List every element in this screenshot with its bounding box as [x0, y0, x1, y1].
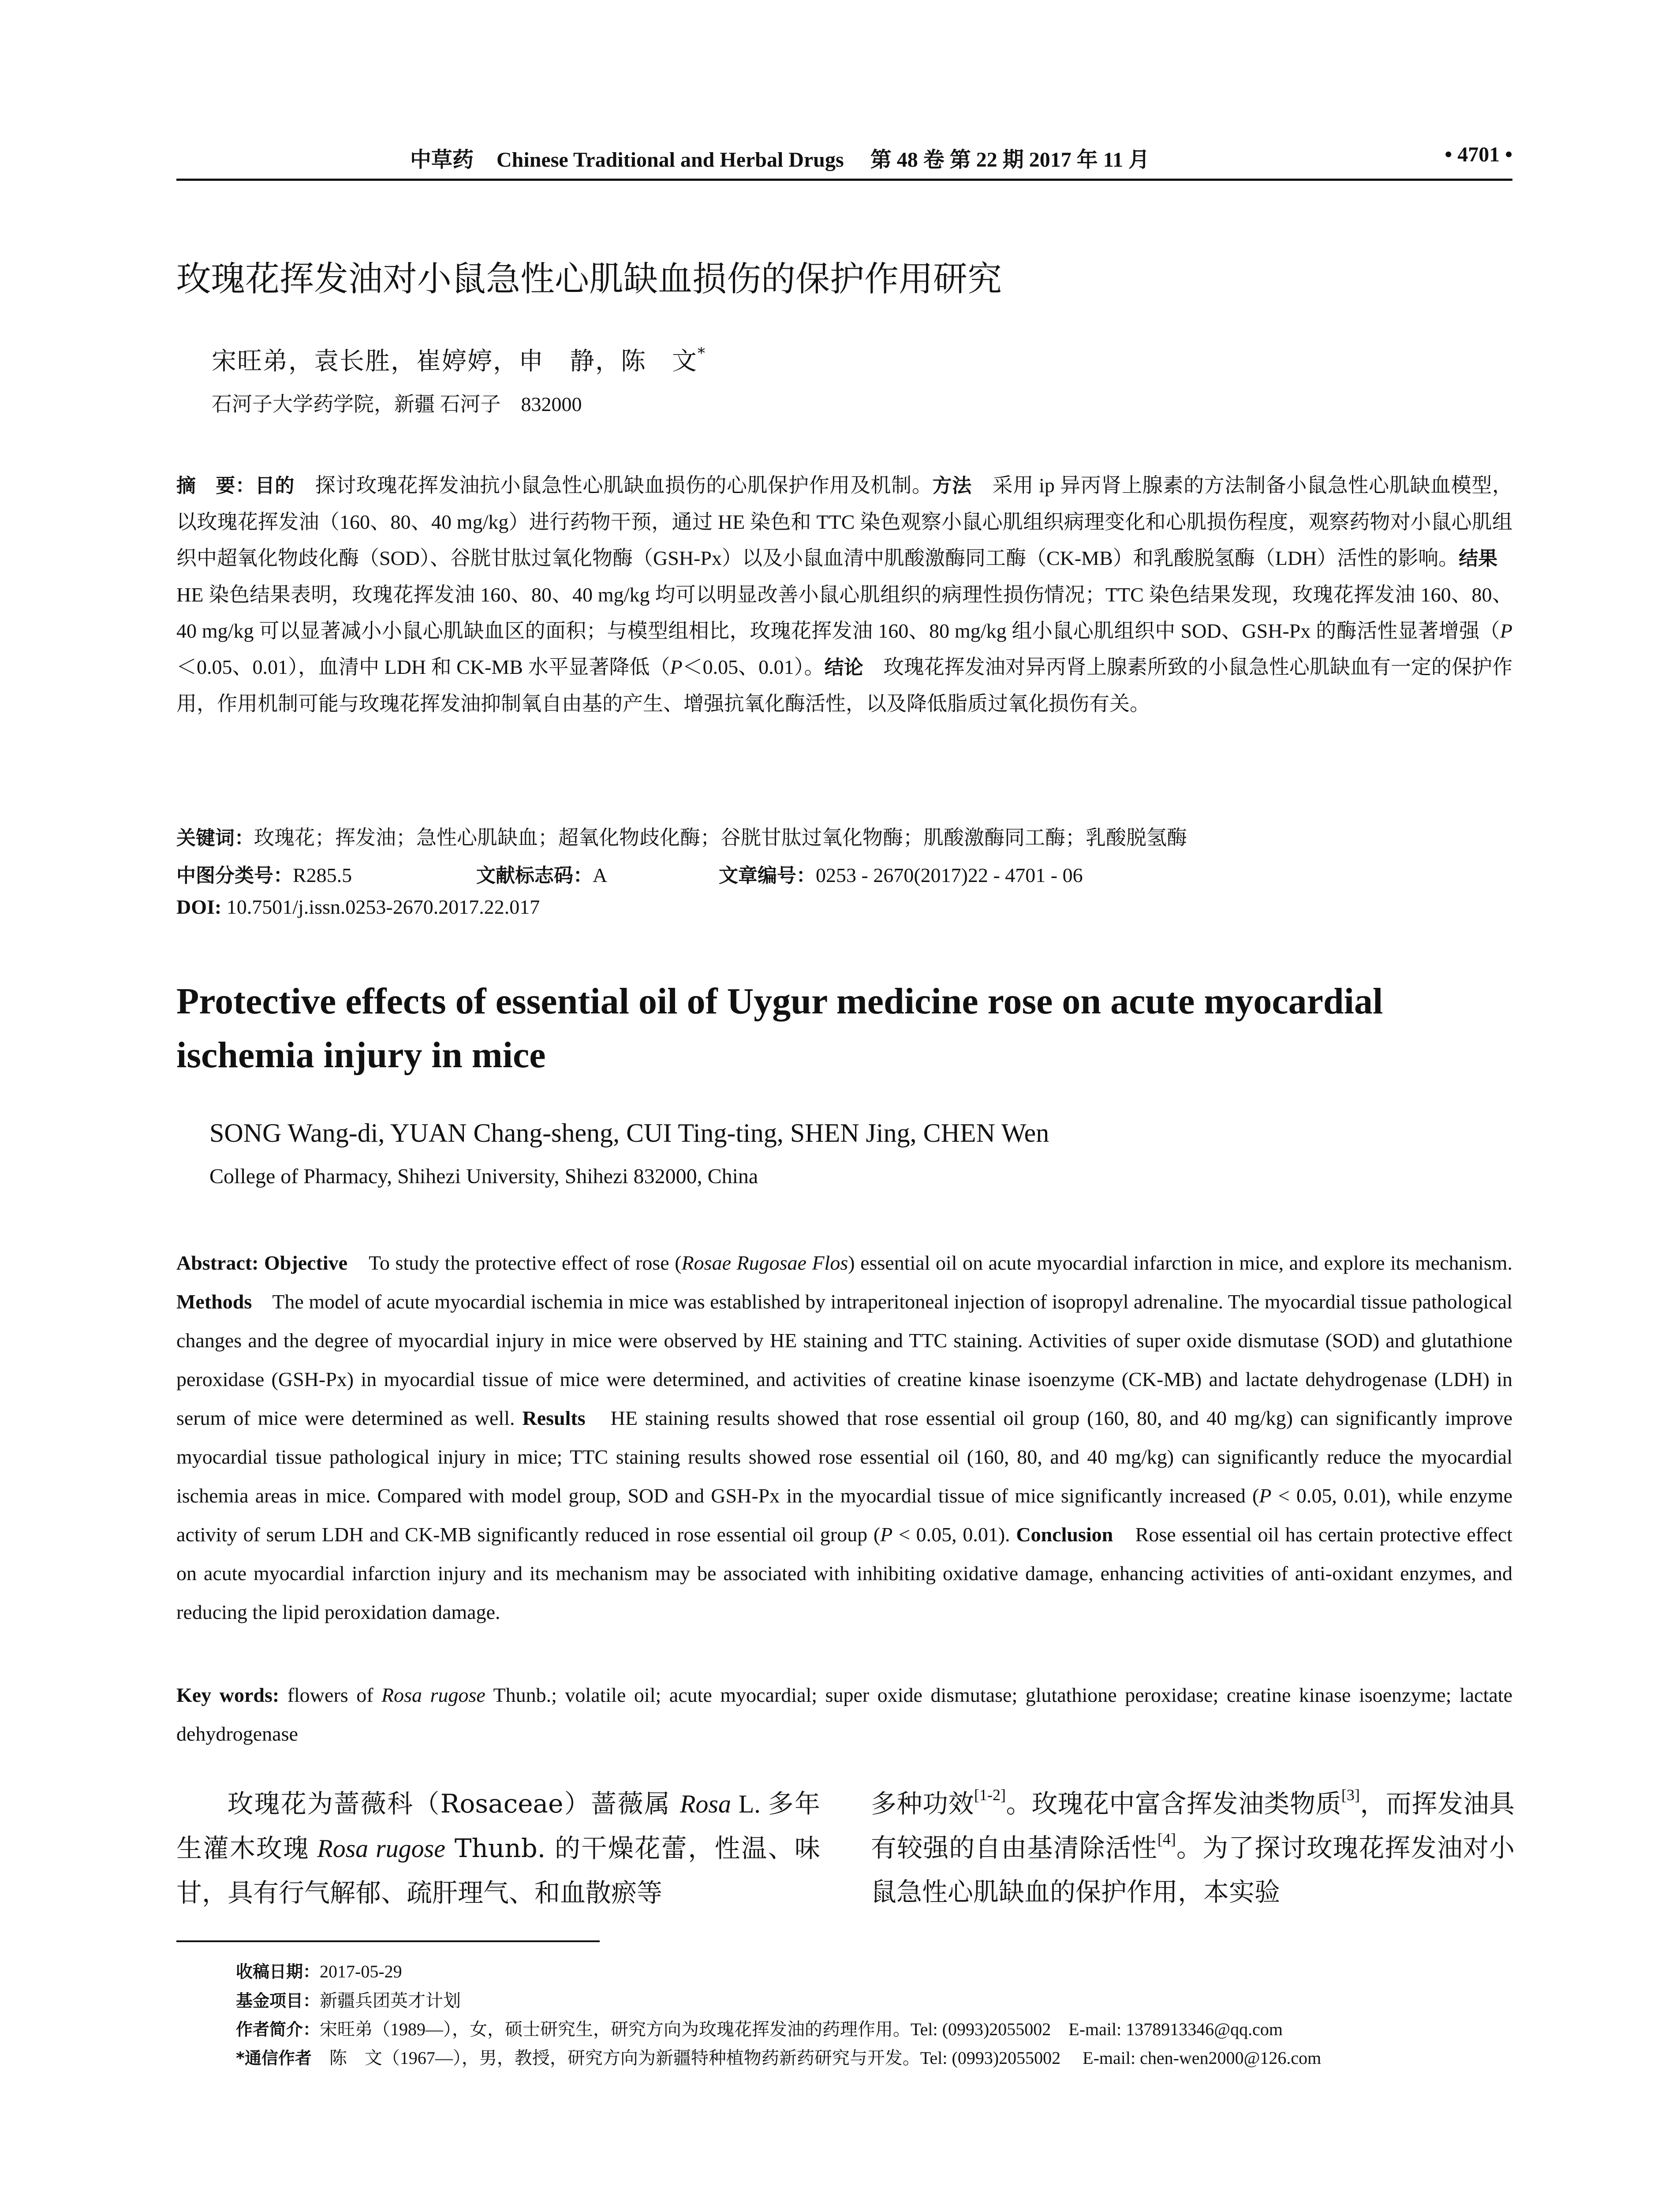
- doc-code-label: 文献标志码：: [476, 864, 593, 887]
- page-number: • 4701 •: [1445, 143, 1512, 166]
- received-label: 收稿日期：: [236, 1962, 320, 1981]
- affiliation-cn: 石河子大学药学院，新疆 石河子 832000: [212, 393, 582, 415]
- corresponding-label: *通信作者: [236, 2048, 312, 2068]
- methods-cn: 采用 ip 异丙肾上腺素的方法制备小鼠急性心肌缺血模型，以玫瑰花挥发油（160、80、40 mg/kg）进行药物干预，通过 HE 染色和 TTC 染色观察小鼠心肌组织病理变化和心肌损伤程度，观察药物对小鼠心肌组织中超氧化物歧化酶（SOD）、谷胱甘肽过氧化物酶（GSH-Px）以及小鼠血清中肌酸激酶同工酶（CK-MB）和乳酸脱氢酶（LDH）活性的影响。: [176, 474, 1513, 569]
- footnote-author-bio: [236, 2015, 1515, 2041]
- journal-issue: 第 48 卷 第 22 期 2017 年 11 月: [870, 148, 1150, 172]
- objective-en-b: ) essential oil on acute myocardial infarction in mice, and explore its mechanism.: [848, 1252, 1513, 1274]
- clc-value: R285.5: [293, 864, 352, 886]
- species-name: Rosa rugose: [317, 1834, 445, 1863]
- body-column-right: [871, 1782, 1515, 1914]
- conclusion-cn: 玫瑰花挥发油对异丙肾上腺素所致的小鼠急性心肌缺血有一定的保护作用，作用机制可能与玫瑰花挥发油抑制氧自由基的产生、增强抗氧化酶活性，以及降低脂质过氧化损伤有关。: [176, 656, 1513, 715]
- keywords-cn: [176, 820, 1512, 856]
- objective-en-a: To study the protective effect of rose (: [347, 1252, 682, 1274]
- body-column-left: [176, 1782, 820, 1915]
- keywords-cn-label: 关键词：: [176, 827, 254, 849]
- body-text: Thunb. 的干燥花蕾，性温、味甘，具有行气解郁、疏肝理气、和血散瘀等: [176, 1833, 820, 1908]
- species-name: Rosae Rugosae Flos: [681, 1252, 848, 1274]
- citation[interactable]: [3]: [1341, 1786, 1360, 1804]
- classification-line: [176, 858, 1512, 893]
- citation[interactable]: [1-2]: [974, 1786, 1006, 1804]
- header-rule: [176, 179, 1512, 181]
- clc-label: 中图分类号：: [176, 864, 293, 887]
- journal-info: [410, 142, 1150, 173]
- results-en-b: < 0.05, 0.01), while enzyme activity of serum LDH and CK-MB significantly reduced in rose essential oil group (: [176, 1484, 1512, 1546]
- bio-label: 作者简介：: [236, 2020, 320, 2039]
- body-text: 多种功效: [871, 1789, 974, 1819]
- corresponding-mark: *: [698, 344, 706, 362]
- citation[interactable]: [4]: [1157, 1830, 1176, 1848]
- results-cn-label: 结果: [1459, 547, 1498, 570]
- species-name: Rosa rugose: [381, 1684, 485, 1706]
- article-number-value: 0253 - 2670(2017)22 - 4701 - 06: [816, 864, 1083, 886]
- objective-cn-label: 目的: [255, 475, 295, 497]
- running-header: [176, 140, 1512, 176]
- p-value-symbol: P: [1259, 1484, 1272, 1507]
- doi-value[interactable]: 10.7501/j.issn.0253-2670.2017.22.017: [226, 896, 540, 918]
- authors-cn-names: 宋旺弟，袁长胜，崔婷婷，申 静，陈 文: [212, 347, 698, 376]
- body-text: 玫瑰花为蔷薇科（Rosaceae）蔷薇属: [228, 1789, 680, 1819]
- keywords-en-a: flowers of: [279, 1684, 382, 1706]
- doi-line: [176, 895, 540, 919]
- keywords-en-b: Thunb.; volatile oil; acute myocardial; super oxide dismutase; glutathione peroxidase; creatine kinase isoenzyme; lactate dehydrogenase: [176, 1684, 1512, 1745]
- fund-label: 基金项目：: [236, 1991, 320, 2011]
- footnote-corresponding: [236, 2044, 1515, 2069]
- body-text: L. 多年生灌木玫瑰: [176, 1790, 820, 1863]
- footnote-fund: [236, 1987, 1515, 2012]
- methods-en: The model of acute myocardial ischemia in mice was established by intraperitoneal injection of isopropyl adrenaline. The myocardial tissue pathological changes and the degree of myocardial injury in mice were observed by HE staining and TTC staining. Activities of super oxide dismutase (SOD) and glutathione peroxidase (GSH-Px) in myocardial tissue of mice were determined, and activities of creatine kinase isoenzyme (CK-MB) and lactate dehydrogenase (LDH) in serum of mice were determined as well.: [176, 1290, 1512, 1429]
- affiliation-en: College of Pharmacy, Shihezi University, Shihezi 832000, China: [209, 1165, 758, 1188]
- title-cn: 玫瑰花挥发油对小鼠急性心肌缺血损伤的保护作用研究: [176, 259, 1002, 299]
- methods-cn-label: 方法: [932, 475, 972, 497]
- fund-value: 新疆兵团英才计划: [320, 1991, 461, 2011]
- genus-name: Rosa: [680, 1790, 731, 1818]
- corresponding-value: 陈 文（1967—），男，教授，研究方向为新疆特种植物药新药研究与开发。Tel: (0993)2055002 E-mail: chen-wen2000@126.com: [311, 2048, 1322, 2068]
- objective-en-label: Objective: [264, 1252, 348, 1274]
- body-text: 。玫瑰花中富含挥发油类物质: [1005, 1789, 1341, 1819]
- keywords-cn-text: 玫瑰花；挥发油；急性心肌缺血；超氧化物歧化酶；谷胱甘肽过氧化物酶；肌酸激酶同工酶；乳酸脱氢酶: [254, 826, 1187, 849]
- keywords-en-label: Key words:: [176, 1684, 280, 1706]
- results-cn-b: ＜0.05、0.01），血清中 LDH 和 CK-MB 水平显著降低（: [176, 656, 670, 678]
- footnote-rule: [176, 1940, 600, 1942]
- body-text: ，而挥发油具有较强的自由基清除活性: [871, 1789, 1515, 1863]
- results-en-label: Results: [522, 1407, 586, 1429]
- abstract-en: [176, 1244, 1512, 1632]
- abstract-en-label: Abstract:: [176, 1252, 259, 1274]
- results-en-c: < 0.05, 0.01).: [892, 1523, 1010, 1546]
- keywords-en: [176, 1676, 1512, 1753]
- received-date: 2017-05-29: [320, 1962, 402, 1981]
- conclusion-en-label: Conclusion: [1016, 1523, 1113, 1546]
- body-text: 。为了探讨玫瑰花挥发油对小鼠急性心肌缺血的保护作用，本实验: [871, 1833, 1515, 1907]
- results-cn-a: HE 染色结果表明，玫瑰花挥发油 160、80、40 mg/kg 均可以明显改善小鼠心肌组织的病理性损伤情况；TTC 染色结果发现，玫瑰花挥发油 160、80、40 mg/kg 可以显著减小小鼠心肌缺血区的面积；与模型组相比，玫瑰花挥发油 160、80 mg/kg 组小鼠心肌组织中 SOD、GSH-Px 的酶活性显著增强（: [176, 547, 1518, 642]
- doc-code-field: [476, 858, 607, 893]
- abstract-cn: [176, 467, 1518, 722]
- clc-field: [176, 864, 352, 886]
- article-number-field: [719, 858, 1083, 893]
- p-value-symbol: P: [880, 1523, 893, 1546]
- bio-value: 宋旺弟（1989—），女，硕士研究生，研究方向为玫瑰花挥发油的药理作用。Tel: (0993)2055002 E-mail: 1378913346@qq.com: [320, 2019, 1283, 2039]
- p-value-symbol: P: [1500, 620, 1512, 642]
- journal-name-cn: 中草药: [410, 147, 474, 172]
- journal-name-en: Chinese Traditional and Herbal Drugs: [497, 148, 844, 172]
- results-en-a: HE staining results showed that rose essential oil group (160, 80, and 40 mg/kg) can significantly improve myocardial tissue pathological injury in mice; TTC staining results showed rose essential oil (160, 80, and 40 mg/kg) can significantly reduce the myocardial ischemia areas in mice. Compared with model group, SOD and GSH-Px in the myocardial tissue of mice significantly increased (: [176, 1407, 1512, 1507]
- article-number-label: 文章编号：: [719, 864, 816, 887]
- authors-cn: [212, 342, 706, 377]
- doi-label: DOI:: [176, 896, 222, 918]
- results-cn-c: ＜0.05、0.01）。: [682, 656, 825, 678]
- footnote-received: [236, 1958, 1515, 1982]
- conclusion-en: Rose essential oil has certain protective effect on acute myocardial infarction injury and its mechanism may be associated with inhibiting oxidative damage, enhancing activities of anti-oxidant enzymes, and reducing the lipid peroxidation damage.: [176, 1523, 1513, 1623]
- objective-cn: 探讨玫瑰花挥发油抗小鼠急性心肌缺血损伤的心肌保护作用及机制。: [295, 474, 933, 497]
- abstract-cn-label: 摘 要：: [176, 475, 255, 497]
- title-en: Protective effects of essential oil of Uygur medicine rose on acute myocardial ischemia injury in mice: [176, 981, 1383, 1076]
- p-value-symbol: P: [670, 656, 683, 678]
- authors-en: SONG Wang-di, YUAN Chang-sheng, CUI Ting-ting, SHEN Jing, CHEN Wen: [209, 1118, 1049, 1147]
- conclusion-cn-label: 结论: [824, 656, 863, 679]
- doc-code-value: A: [593, 864, 608, 886]
- methods-en-label: Methods: [176, 1290, 252, 1313]
